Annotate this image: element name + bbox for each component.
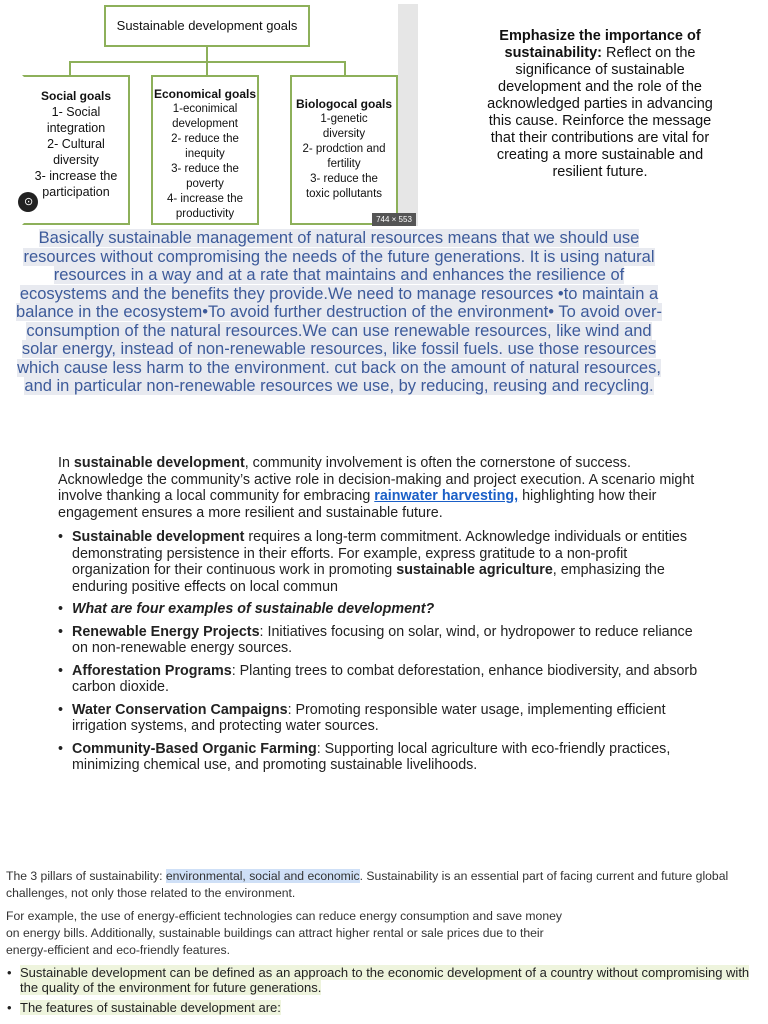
intro-text: , community involvement is often the cornerstone of success. Acknowledge the community’s active role in decision-making and project execution. A scenario might involve thanking a local community for embracing	[58, 455, 695, 504]
b1-bold2: sustainable agriculture	[396, 562, 553, 578]
image-dimension-badge: 744 × 553	[372, 213, 416, 226]
intro-prefix: In	[58, 455, 74, 471]
list-item	[20, 965, 756, 995]
energy-example-paragraph: For example, the use of energy-efficient technologies can reduce energy consumption and save money on energy bills. Additionally, sustainable buildings can attract higher rental or sale prices due to their energy-efficient and eco-friendly features.	[6, 909, 562, 957]
emphasize-note	[480, 28, 720, 181]
biological-item: fertility	[327, 158, 361, 170]
connector-econ	[206, 61, 208, 75]
social-item: diversity	[53, 153, 99, 167]
economical-item: 3- reduce the	[171, 163, 239, 175]
resources-paragraph	[14, 229, 664, 396]
example-text: : Initiatives focusing on solar, wind, or hydropower to reduce reliance on non-renewable energy sources.	[72, 623, 693, 656]
sdg-diagram	[0, 0, 418, 228]
list-item	[20, 1000, 756, 1015]
rainwater-harvesting-link[interactable]: rainwater harvesting,	[374, 488, 519, 504]
list-item	[72, 702, 708, 735]
social-item: integration	[46, 121, 106, 135]
intro-bold: sustainable development	[73, 455, 245, 471]
example-text: : Supporting local agriculture with eco-friendly practices, minimizing chemical use, and promoting sustainable livelihoods.	[72, 740, 671, 773]
economical-item: 4- increase the	[166, 193, 244, 205]
example-title: Water Conservation Campaigns	[72, 701, 288, 718]
examples-question: What are four examples of sustainable development?	[72, 601, 435, 617]
list-item	[72, 601, 708, 618]
social-item: 2- Cultural	[47, 137, 105, 151]
example-title: Community-Based Organic Farming	[72, 740, 317, 757]
example-title: Afforestation Programs	[72, 662, 232, 679]
lens-search-icon[interactable]: ⊙	[18, 192, 38, 212]
b1-suffix: , emphasizing the enduring positive effects on local commun	[72, 562, 665, 595]
list-item	[72, 529, 708, 595]
note-text: Reflect on the significance of sustainable development and the role of the acknowledged parties in advancing this cause. Reinforce the message that their contributions are vital for creating a more sustainable and resilient future.	[487, 45, 713, 180]
economical-goals-box	[151, 75, 259, 225]
economical-item: 1-econimical	[172, 103, 238, 115]
features-text: The features of sustainable development are:	[20, 1000, 281, 1015]
example-text: : Planting trees to combat deforestation, enhance biodiversity, and absorb carbon dioxide.	[72, 662, 698, 695]
biological-item: 1-genetic	[320, 113, 368, 125]
definition-text: Sustainable development can be defined as an approach to the economic development of a country without compromising with the quality of the environment for future generations.	[20, 965, 750, 995]
b1-text: requires a long-term commitment. Acknowledge individuals or entities demonstrating persistence in their efforts. For example, express gratitude to a non-profit organization for their continuous work in promoting	[72, 529, 688, 578]
pillars-suffix: . Sustainability is an essential part of facing current and future global challenges, not only those related to the environment.	[6, 869, 729, 900]
economical-goals-title: Economical goals	[153, 87, 257, 101]
diagram-root-box	[104, 5, 310, 47]
pillars-highlight: environmental, social and economic	[165, 869, 360, 883]
example-title: Renewable Energy Projects	[72, 623, 260, 640]
diagram-root-label: Sustainable development goals	[116, 18, 298, 33]
resources-paragraph-text: Basically sustainable management of natural resources means that we should use resources without compromising the needs of the future generations. It is using natural resources in a way and at a rate that maintains and enhances the resilience of ecosystems and the benefits they provide.We need to manage resources •to maintain a balance in the ecosystem•To avoid further destruction of the environment• To avoid over-consumption of the natural resources.We can use renewable resources, like wind and solar energy, instead of non-renewable resources, like fossil fuels. use those resources which cause less harm to the environment. cut back on the amount of natural resources, and in particular non-renewable resources we use, by reducing, reusing and recycling.	[16, 229, 662, 395]
biological-goals-box	[290, 75, 398, 225]
social-item: participation	[42, 185, 110, 199]
connector-bio	[344, 61, 346, 75]
social-goals-box	[22, 75, 130, 225]
pillars-prefix: The 3 pillars of sustainability:	[6, 869, 166, 883]
community-bullets	[58, 529, 708, 774]
biological-item: toxic pollutants	[305, 188, 383, 200]
biological-item: 3- reduce the	[310, 173, 378, 185]
economical-item: poverty	[186, 178, 224, 190]
list-item	[72, 624, 708, 657]
intro-suffix: highlighting how their engagement ensures a more resilient and sustainable future.	[58, 488, 657, 521]
image-scrollbar	[398, 4, 418, 226]
social-item: 3- increase the	[34, 169, 118, 183]
social-goals-title: Social goals	[40, 89, 112, 103]
note-bold: Emphasize the importance of sustainability:	[499, 28, 701, 61]
social-item: 1- Social	[51, 105, 101, 119]
economical-item: development	[172, 118, 238, 130]
list-item	[72, 663, 708, 696]
definition-bullets	[6, 965, 756, 1015]
economical-item: productivity	[175, 208, 235, 220]
pillars-section	[6, 868, 756, 1020]
biological-item: diversity	[322, 128, 366, 140]
list-item	[72, 741, 708, 774]
connector-social	[69, 61, 71, 75]
biological-goals-title: Biologocal goals	[295, 97, 392, 111]
pillars-paragraph	[6, 868, 756, 902]
connector-vertical	[206, 47, 208, 61]
example-text: : Promoting responsible water usage, implementing efficient irrigation systems, and protecting water sources.	[72, 701, 666, 734]
biological-item: 2- prodction and	[302, 143, 386, 155]
economical-item: inequity	[185, 148, 225, 160]
economical-item: 2- reduce the	[171, 133, 239, 145]
b1-bold: Sustainable development	[72, 529, 245, 545]
community-intro	[58, 455, 708, 521]
community-section	[58, 455, 708, 780]
